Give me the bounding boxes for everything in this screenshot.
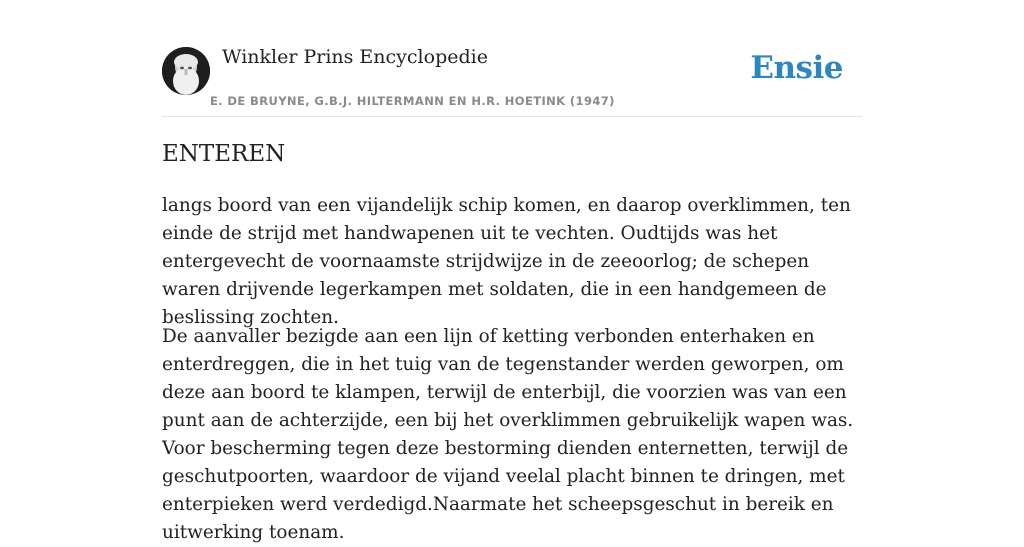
brand-logo[interactable]: Ensie	[750, 50, 843, 86]
site-name[interactable]: Winkler Prins Encyclopedie	[222, 46, 488, 68]
article-paragraph: langs boord van een vijandelijk schip komen, en daarop overklimmen, ten einde de strijd met handwapenen uit te vechten. Oudtijds was het entergevecht de voornaamste strijdwijze in de zeeoorlog; de schepen waren drijvende legerkampen met soldaten, die in een handgemeen de beslissing zochten.	[162, 195, 851, 328]
article-card	[162, 0, 862, 543]
header	[162, 0, 862, 117]
article-paragraph: De aanvaller bezigde aan een lijn of ketting verbonden enterhaken en enterdreggen, die in het tuig van de tegenstander werden geworpen, om deze aan boord te klampen, terwijl de enterbijl, die voorzien was van een punt aan de achterzijde, een bij het overklimmen gebruikelijk wapen was. Voor bescherming tegen deze bestorming dienden enternetten, terwijl de geschutpoorten, waardoor de vijand veelal placht binnen te dringen, met enterpieken werd verdedigd.Naarmate het scheepsgeschut in bereik en uitwerking toenam.	[162, 326, 854, 543]
article-title: ENTEREN	[162, 141, 286, 167]
authors-line: E. DE BRUYNE, G.B.J. HILTERMANN EN H.R. HOETINK (1947)	[210, 94, 615, 108]
author-avatar	[162, 47, 210, 95]
